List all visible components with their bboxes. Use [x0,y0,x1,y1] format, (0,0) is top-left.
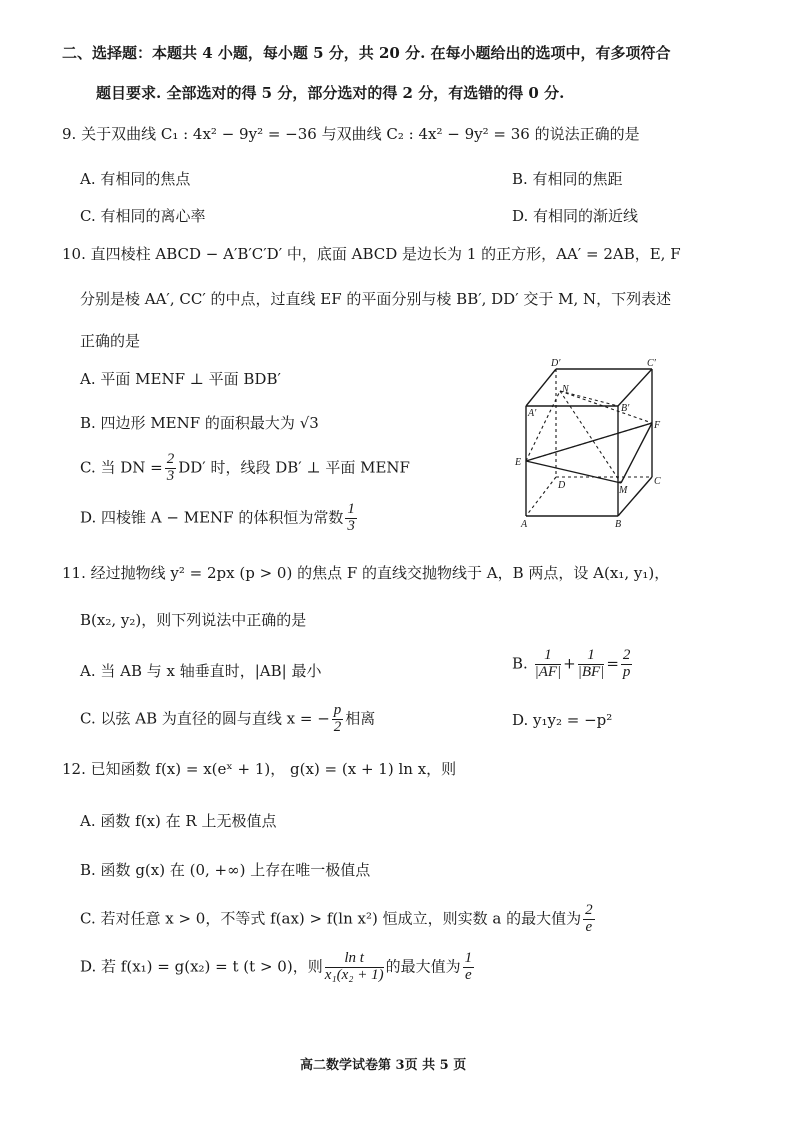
label-m: M [619,485,628,496]
q10-stem-line2: 分别是棱 AA′, CC′ 的中点，过直线 EF 的平面分别与棱 BB′, DD′ 交于 M, N，下列表述 [80,290,672,308]
q12-option-b: B. 函数 g(x) 在 (0, +∞) 上存在唯一极值点 [80,861,371,879]
q12-option-d: D. 若 f(x₁) = g(x₂) = t (t > 0)，则 $\frac{\text{ln t}}{\text{x₁(x₂ + 1)}}$ 的最大值为 $\frac{1}{e}$ [80,950,473,983]
q11-stem-line2: B(x₂, y₂)，则下列说法中正确的是 [80,611,307,629]
label-a: A [521,519,528,530]
q12-d-fraction-2: $\frac{1}{e}$ [464,950,473,983]
q11-stem-line1: 11. 经过抛物线 y² = 2px (p > 0) 的焦点 F 的直线交抛物线于 A，B 两点，设 A(x₁, y₁)， [62,564,670,582]
q12-d-fraction: $\frac{\text{ln t}}{\text{x₁(x₂ + 1)}}$ [324,950,384,983]
label-n: N [562,384,569,395]
page-footer: 高二数学试卷第 3页 共 5 页 [300,1058,467,1073]
label-b-prime: B′ [621,403,630,414]
q10-option-d: D. 四棱锥 A − MENF 的体积恒为常数 $\frac{1}{3}$ [80,501,355,534]
label-d: D [558,480,566,491]
q10-stem-line1: 10. 直四棱柱 ABCD − A′B′C′D′ 中，底面 ABCD 是边长为 1 的正方形，AA′ = 2AB，E, F [62,245,681,263]
label-f: F [654,420,661,431]
label-c: C [654,476,661,487]
q10-d-fraction: $\frac{1}{3}$ [347,501,355,534]
q10-option-a: A. 平面 MENF ⊥ 平面 BDB′ [80,370,281,388]
prism-diagram [513,356,673,531]
label-a-prime: A′ [528,408,537,419]
q11-b-fraction-2: $\frac{1}{|BF|}$ [577,647,605,680]
label-c-prime: C′ [647,358,656,369]
q9-stem: 9. 关于双曲线 C₁ : 4x² − 9y² = −36 与双曲线 C₂ : 4x² − 9y² = 36 的说法正确的是 [62,125,640,143]
prism-figure [513,356,673,531]
q11-b-fraction-1: $\frac{1}{|AF|}$ [534,647,562,680]
label-e: E [515,457,522,468]
q11-b-fraction-3: $\frac{2}{p}$ [622,647,631,680]
q12-stem: 12. 已知函数 f(x) = x(eˣ + 1)， g(x) = (x + 1) ln x，则 [62,760,457,778]
q11-option-d: D. y₁y₂ = −p² [512,711,613,729]
section-heading-line2: 题目要求. 全部选对的得 5 分，部分选对的得 2 分，有选错的得 0 分. [96,84,565,102]
q12-option-a: A. 函数 f(x) 在 R 上无极值点 [80,812,277,830]
q9-option-b: B. 有相同的焦距 [512,170,623,188]
q9-option-c: C. 有相同的离心率 [80,207,206,225]
q12-c-fraction: $\frac{2}{e}$ [585,902,593,935]
section-heading-line1: 二、选择题：本题共 4 小题，每小题 5 分，共 20 分. 在每小题给出的选项中，有多项符合 [62,44,671,62]
q11-option-c: C. 以弦 AB 为直径的圆与直线 x = − $\frac{p}{2}$ 相离 [80,702,376,735]
q11-option-a: A. 当 AB 与 x 轴垂直时，|AB| 最小 [80,662,322,680]
q10-c-fraction: $\frac{2}{3}$ [166,451,175,484]
q12-option-c: C. 若对任意 x > 0，不等式 f(ax) > f(ln x²) 恒成立，则实数 a 的最大值为 $\frac{2}{e}$ [80,902,593,935]
q10-option-c: C. 当 DN = $\frac{2}{3}$ DD′ 时，线段 DB′ ⊥ 平面 MENF [80,451,410,484]
q11-c-fraction: $\frac{p}{2}$ [333,702,342,735]
q10-stem-line3: 正确的是 [80,332,141,350]
q9-option-d: D. 有相同的渐近线 [512,207,639,225]
label-d-prime: D′ [551,358,561,369]
label-b: B [615,519,622,530]
q10-option-b: B. 四边形 MENF 的面积最大为 √3 [80,414,319,432]
q11-option-b: B. $\frac{1}{|AF|}$ + $\frac{1}{|BF|}$ = $\frac{2}{p}$ [512,647,631,680]
q9-option-a: A. 有相同的焦点 [80,170,191,188]
